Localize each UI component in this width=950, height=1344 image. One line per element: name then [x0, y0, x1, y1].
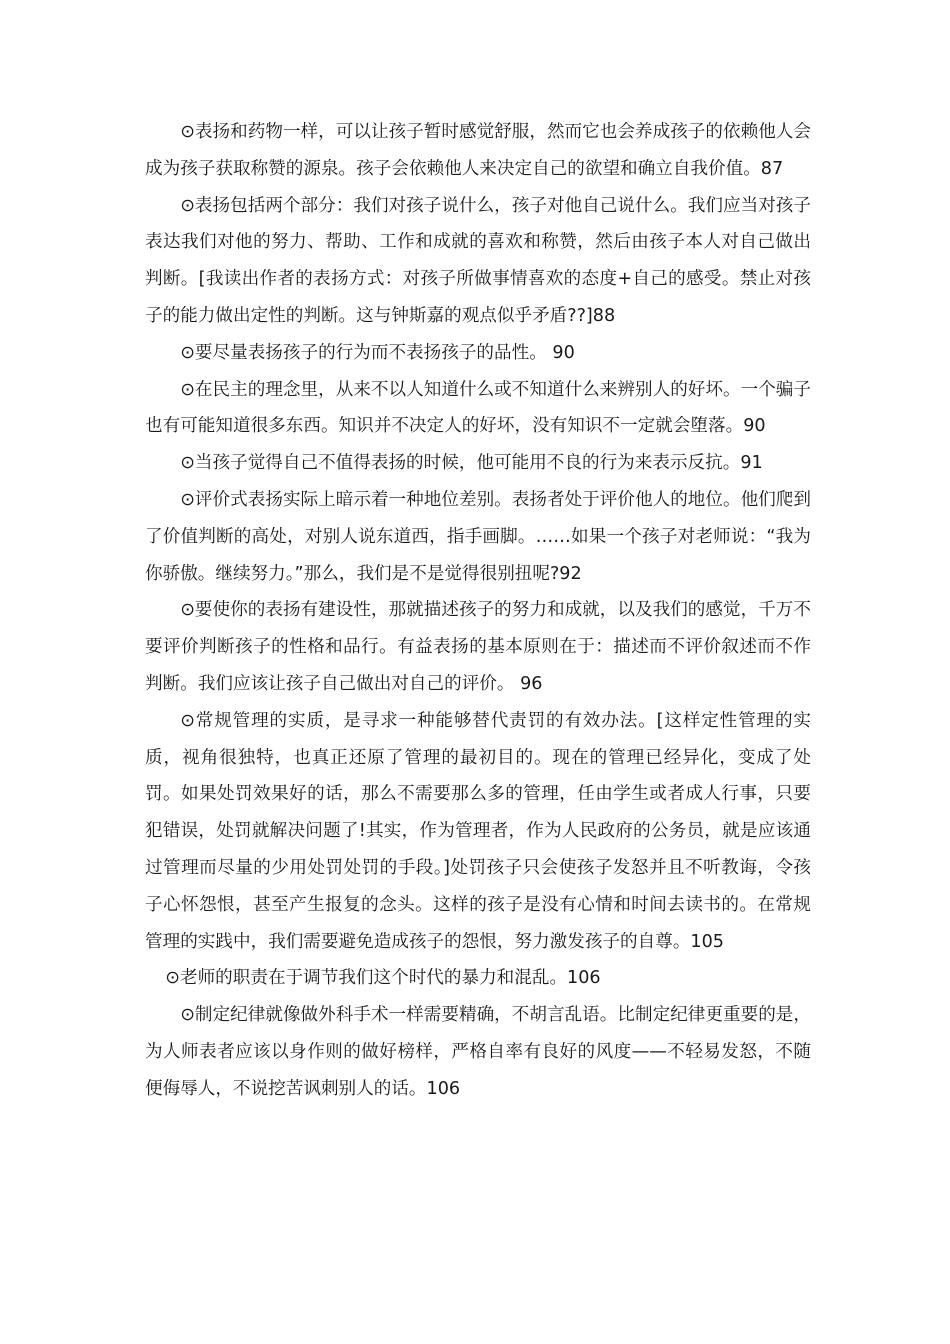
paragraph-6: ⊙评价式表扬实际上暗示着一种地位差别。表扬者处于评价他人的地位。他们爬到了价值判断的高处，对别人说东道西，指手画脚。……如果一个孩子对老师说：“我为你骄傲。继续努力。”那么，我们是不是觉得很别扭呢?92: [145, 489, 811, 584]
paragraph-2: ⊙表扬包括两个部分：我们对孩子说什么，孩子对他自己说什么。我们应当对孩子表达我们对他的努力、帮助、工作和成就的喜欢和称赞，然后由孩子本人对自己做出判断。[我读出作者的表扬方式：对孩子所做事情喜欢的态度+自己的感受。禁止对孩子的能力做出定性的判断。这与钟斯嘉的观点似乎矛盾??]88: [145, 195, 811, 326]
paragraph-8: ⊙常规管理的实质，是寻求一种能够替代责罚的有效办法。[这样定性管理的实质，视角很独特，也真正还原了管理的最初目的。现在的管理已经异化，变成了处罚。如果处罚效果好的话，那么不需要那么多的管理，任由学生或者成人行事，只要犯错误，处罚就解决问题了!其实，作为管理者，作为人民政府的公务员，就是应该通过管理而尽量的少用处罚处罚的手段。]处罚孩子只会使孩子发怒并且不听教诲，令孩子心怀怨恨，甚至产生报复的念头。这样的孩子是没有心情和时间去读书的。在常规管理的实践中，我们需要避免造成孩子的怨恨，努力激发孩子的自尊。105: [145, 710, 811, 952]
paragraph-10: ⊙制定纪律就像做外科手术一样需要精确，不胡言乱语。比制定纪律更重要的是，为人师表者应该以身作则的做好榜样，严格自率有良好的风度——不轻易发怒，不随便侮辱人，不说挖苦讽刺别人的话。106: [145, 1005, 811, 1099]
paragraph-9: ⊙老师的职责在于调节我们这个时代的暴力和混乱。106: [165, 968, 601, 989]
document-body: [145, 114, 811, 1108]
paragraph-3: ⊙要尽量表扬孩子的行为而不表扬孩子的品性。 90: [180, 342, 575, 363]
paragraph-4: ⊙在民主的理念里，从来不以人知道什么或不知道什么来辨别人的好坏。一个骗子也有可能知道很多东西。知识并不决定人的好坏，没有知识不一定就会堕落。90: [145, 379, 811, 437]
paragraph-5: ⊙当孩子觉得自己不值得表扬的时候，他可能用不良的行为来表示反抗。91: [180, 453, 763, 474]
paragraph-1: ⊙表扬和药物一样，可以让孩子暂时感觉舒服，然而它也会养成孩子的依赖他人会成为孩子获取称赞的源泉。孩子会依赖他人来决定自己的欲望和确立自我价值。87: [145, 122, 811, 179]
paragraph-7: ⊙要使你的表扬有建设性，那就描述孩子的努力和成就，以及我们的感觉，千万不要评价判断孩子的性格和品行。有益表扬的基本原则在于：描述而不评价叙述而不作判断。我们应该让孩子自己做出对自己的评价。 96: [145, 600, 811, 694]
